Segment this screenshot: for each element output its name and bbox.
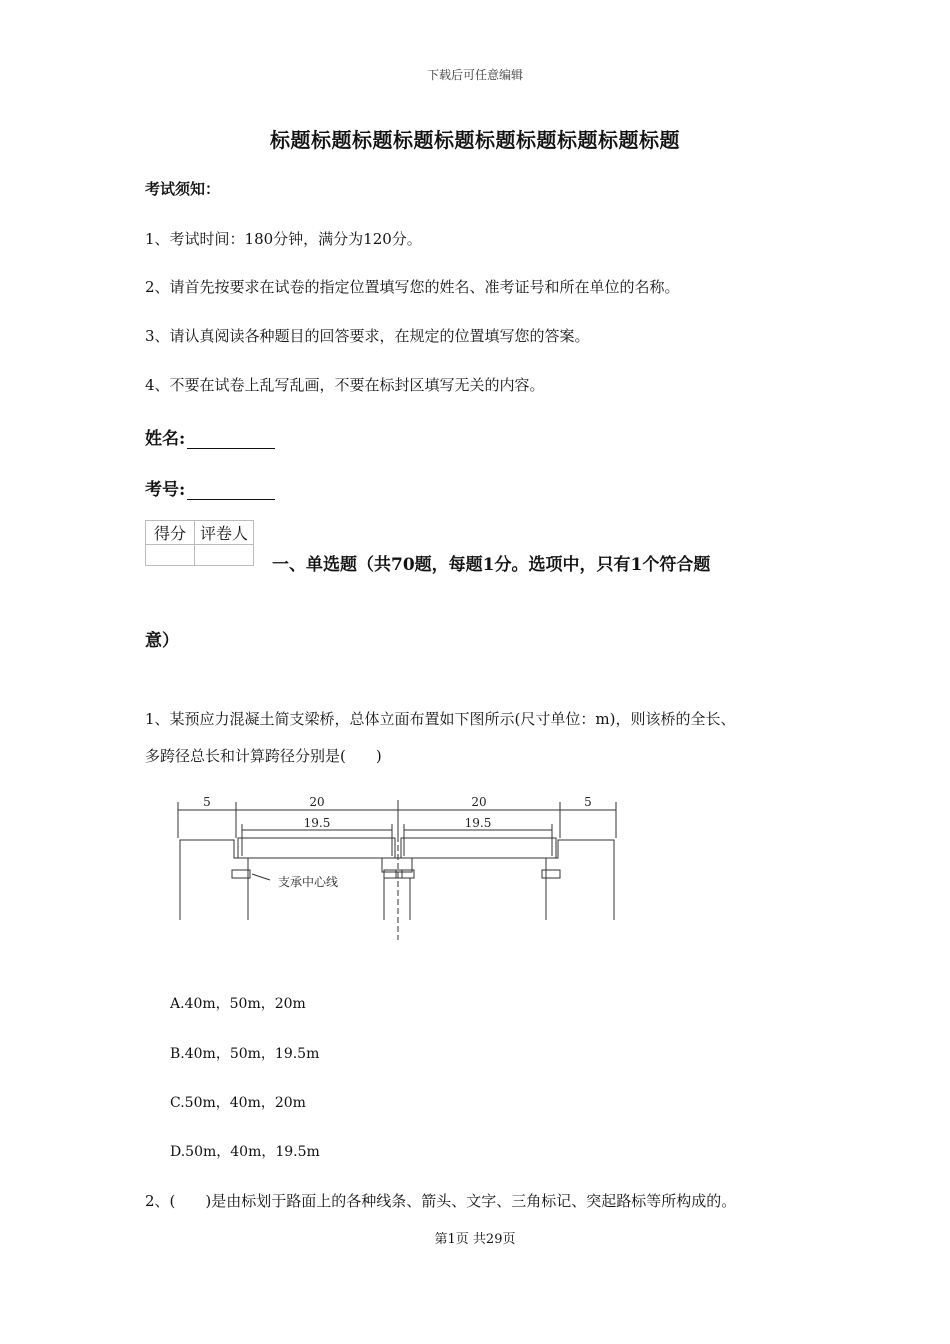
exam-id-blank[interactable] [187, 481, 275, 500]
bearing-label: 支承中心线 [277, 875, 339, 889]
section-heading-cont: 意） [145, 631, 179, 651]
notice-heading: 考试须知： [145, 180, 221, 198]
option-c[interactable]: C.50m，40m，20m [170, 1095, 306, 1111]
dim-span-2: 20 [471, 795, 487, 809]
name-label: 姓名: [145, 429, 186, 449]
grader-cell[interactable] [195, 545, 254, 566]
name-field [145, 424, 275, 449]
dim-left: 5 [203, 795, 211, 809]
page-footer: 第1页 共29页 [434, 1232, 516, 1247]
notice-rule-1: 1、考试时间：180分钟，满分为120分。 [145, 230, 422, 248]
exam-id-field [145, 475, 275, 500]
name-blank[interactable] [187, 430, 275, 449]
exam-id-label: 考号: [145, 480, 186, 500]
grader-header: 评卷人 [195, 521, 254, 545]
section-heading: 一、单选题（共70题，每题1分。选项中，只有1个符合题 [272, 555, 711, 575]
question-1-text-cont: 多跨径总长和计算跨径分别是( ) [145, 747, 382, 765]
question-1-text: 1、某预应力混凝土简支梁桥，总体立面布置如下图所示(尺寸单位：m)，则该桥的全长、 [145, 710, 736, 728]
score-header: 得分 [146, 521, 195, 545]
header-note: 下载后可任意编辑 [426, 68, 523, 82]
dim-right: 5 [584, 795, 592, 809]
dim-span-1: 20 [309, 795, 325, 809]
notice-rule-3: 3、请认真阅读各种题目的回答要求，在规定的位置填写您的答案。 [145, 327, 590, 345]
score-table [145, 520, 254, 566]
option-d[interactable]: D.50m，40m，19.5m [170, 1144, 320, 1160]
bridge-diagram [170, 790, 620, 950]
page-title: 标题标题标题标题标题标题标题标题标题标题 [270, 128, 680, 152]
notice-rule-2: 2、请首先按要求在试卷的指定位置填写您的姓名、准考证号和所在单位的名称。 [145, 278, 680, 296]
option-b[interactable]: B.40m，50m，19.5m [170, 1046, 320, 1062]
score-cell[interactable] [146, 545, 195, 566]
notice-rule-4: 4、不要在试卷上乱写乱画，不要在标封区填写无关的内容。 [145, 376, 545, 394]
calc-span-2: 19.5 [464, 816, 492, 830]
option-a[interactable]: A.40m，50m，20m [170, 996, 306, 1012]
question-2-text: 2、( )是由标划于路面上的各种线条、箭头、文字、三角标记、突起路标等所构成的。 [145, 1192, 737, 1210]
calc-span-1: 19.5 [303, 816, 331, 830]
